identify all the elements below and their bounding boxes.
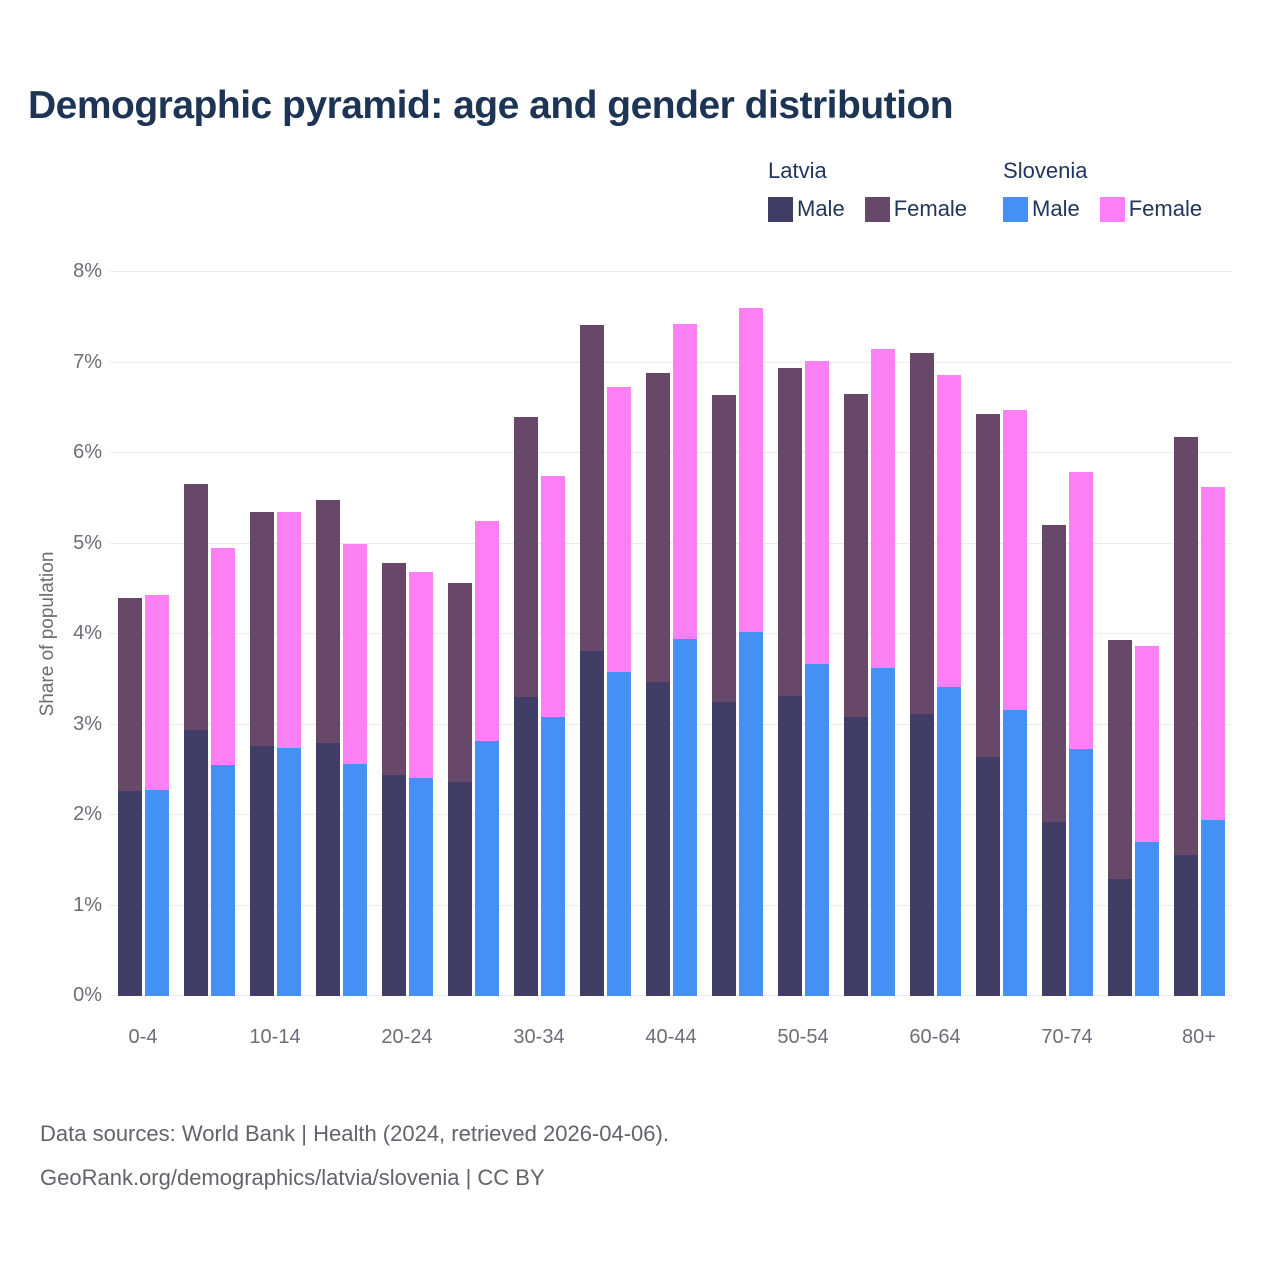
footer-line-1: Data sources: World Bank | Health (2024, retrieved 2026-04-06). — [40, 1121, 669, 1146]
bar-segment-latvia-female-30-34 — [514, 417, 538, 698]
bar-segment-latvia-male-25-29 — [448, 782, 472, 996]
x-tick-label-80+: 80+ — [1182, 1026, 1216, 1048]
bar-segment-latvia-male-40-44 — [646, 682, 670, 996]
bar-segment-latvia-male-60-64 — [910, 714, 934, 996]
bar-segment-slovenia-male-60-64 — [937, 687, 961, 997]
bar-latvia-5-9 — [184, 484, 208, 996]
legend-items-latvia — [768, 196, 967, 222]
bar-slovenia-15-19 — [343, 544, 367, 996]
bar-slovenia-60-64 — [937, 375, 961, 996]
x-tick-label-5-9 — [176, 1026, 242, 1049]
bar-segment-slovenia-male-35-39 — [607, 672, 631, 996]
bar-segment-slovenia-female-15-19 — [343, 544, 367, 765]
bar-segment-latvia-female-20-24 — [382, 563, 406, 775]
bar-group-65-69 — [968, 410, 1034, 996]
bar-group-75-79 — [1100, 640, 1166, 996]
bar-latvia-30-34 — [514, 417, 538, 996]
x-tick-label-30-34: 30-34 — [513, 1026, 565, 1048]
bar-latvia-35-39 — [580, 325, 604, 996]
x-tick-label-35-39 — [572, 1026, 638, 1049]
bar-segment-latvia-male-45-49 — [712, 702, 736, 996]
y-tick-label-6: 6% — [73, 441, 102, 463]
bar-latvia-10-14 — [250, 512, 274, 996]
legend-item-latvia-female — [865, 196, 967, 222]
bar-segment-latvia-female-55-59 — [844, 394, 868, 717]
bar-segment-latvia-male-5-9 — [184, 730, 208, 996]
bar-group-45-49 — [704, 308, 770, 996]
legend-heading-slovenia: Slovenia — [1003, 158, 1088, 183]
legend-swatch-slovenia-male-icon — [1003, 197, 1028, 222]
bar-segment-slovenia-female-10-14 — [277, 512, 301, 748]
bar-latvia-25-29 — [448, 583, 472, 996]
bar-segment-latvia-female-75-79 — [1108, 640, 1132, 879]
bar-group-10-14 — [242, 512, 308, 996]
bar-latvia-55-59 — [844, 394, 868, 996]
bar-segment-latvia-female-80+ — [1174, 437, 1198, 855]
bar-group-5-9 — [176, 484, 242, 996]
bar-latvia-0-4 — [118, 598, 142, 996]
legend-label-latvia-female: Female — [893, 196, 968, 221]
bar-group-15-19 — [308, 500, 374, 996]
bar-latvia-75-79 — [1108, 640, 1132, 996]
bar-segment-slovenia-female-60-64 — [937, 375, 961, 686]
bar-segment-slovenia-male-10-14 — [277, 748, 301, 996]
y-tick-label-0: 0% — [73, 984, 102, 1006]
bar-segment-slovenia-female-0-4 — [145, 595, 169, 790]
bar-slovenia-35-39 — [607, 387, 631, 996]
bar-segment-latvia-male-75-79 — [1108, 879, 1132, 996]
bar-latvia-70-74 — [1042, 525, 1066, 996]
bar-segment-slovenia-male-80+ — [1201, 820, 1225, 996]
bar-segment-latvia-male-15-19 — [316, 743, 340, 996]
bar-segment-latvia-female-15-19 — [316, 500, 340, 743]
legend-item-slovenia-male — [1003, 196, 1080, 222]
bar-group-30-34 — [506, 417, 572, 996]
bar-slovenia-80+ — [1201, 487, 1225, 996]
x-tick-label-20-24: 20-24 — [381, 1026, 433, 1048]
bar-segment-latvia-male-70-74 — [1042, 822, 1066, 996]
bar-group-80+ — [1166, 437, 1232, 996]
bar-slovenia-40-44 — [673, 324, 697, 996]
bar-slovenia-10-14 — [277, 512, 301, 996]
x-tick-label-0-4: 0-4 — [128, 1026, 158, 1048]
x-tick-label-50-54: 50-54 — [777, 1026, 829, 1048]
x-tick-label-60-64: 60-64 — [909, 1026, 961, 1048]
y-tick-label-5: 5% — [73, 531, 102, 554]
y-tick-label-1: 1% — [73, 893, 102, 916]
y-tick-label-4: 4% — [73, 622, 102, 644]
bar-segment-latvia-female-40-44 — [646, 373, 670, 682]
y-tick-label-2: 2% — [73, 803, 102, 825]
bar-segment-latvia-male-35-39 — [580, 651, 604, 996]
x-tick-label-75-79 — [1100, 1026, 1166, 1049]
chart-title: Demographic pyramid: age and gender distribution — [28, 84, 954, 127]
y-tick-label-3: 3% — [73, 712, 102, 735]
x-tick-label-70-74: 70-74 — [1041, 1026, 1093, 1048]
bar-group-20-24 — [374, 563, 440, 996]
bar-segment-slovenia-female-50-54 — [805, 361, 829, 664]
legend-heading-latvia: Latvia — [768, 158, 827, 183]
bar-segment-latvia-female-65-69 — [976, 414, 1000, 757]
bar-segment-latvia-female-35-39 — [580, 325, 604, 651]
bar-segment-slovenia-male-65-69 — [1003, 710, 1027, 996]
bar-segment-latvia-female-10-14 — [250, 512, 274, 746]
bar-latvia-50-54 — [778, 368, 802, 996]
bar-latvia-60-64 — [910, 353, 934, 996]
bar-group-60-64 — [902, 353, 968, 996]
bar-segment-latvia-female-5-9 — [184, 484, 208, 730]
bar-group-25-29 — [440, 521, 506, 996]
bar-segment-slovenia-male-75-79 — [1135, 842, 1159, 996]
bar-group-70-74 — [1034, 472, 1100, 996]
x-tick-label-45-49 — [704, 1026, 770, 1049]
bars — [110, 272, 1232, 996]
bar-segment-slovenia-female-40-44 — [673, 324, 697, 640]
bar-segment-latvia-female-60-64 — [910, 353, 934, 713]
bar-segment-slovenia-male-5-9 — [211, 765, 235, 996]
x-tick-label-55-59 — [836, 1026, 902, 1049]
bar-slovenia-70-74 — [1069, 472, 1093, 996]
bar-segment-slovenia-male-70-74 — [1069, 749, 1093, 996]
bar-segment-latvia-male-65-69 — [976, 757, 1000, 996]
bar-segment-latvia-female-25-29 — [448, 583, 472, 782]
bar-segment-latvia-male-30-34 — [514, 697, 538, 996]
bar-segment-latvia-male-0-4 — [118, 791, 142, 996]
x-tick-label-15-19 — [308, 1026, 374, 1049]
legend-swatch-slovenia-female-icon — [1100, 197, 1125, 222]
bar-segment-slovenia-female-55-59 — [871, 349, 895, 668]
bar-segment-latvia-female-70-74 — [1042, 525, 1066, 822]
bar-segment-slovenia-male-40-44 — [673, 639, 697, 996]
bar-segment-latvia-male-50-54 — [778, 696, 802, 996]
x-tick-label-25-29 — [440, 1026, 506, 1049]
bar-segment-latvia-male-55-59 — [844, 717, 868, 996]
plot-area — [110, 272, 1232, 996]
legend-group-slovenia — [1003, 158, 1202, 222]
x-tick-label-40-44: 40-44 — [645, 1026, 697, 1048]
bar-slovenia-0-4 — [145, 595, 169, 996]
bar-segment-slovenia-female-30-34 — [541, 476, 565, 718]
bar-latvia-65-69 — [976, 414, 1000, 996]
bar-group-55-59 — [836, 349, 902, 996]
x-tick-label-65-69 — [968, 1026, 1034, 1049]
bar-segment-slovenia-female-45-49 — [739, 308, 763, 632]
bar-slovenia-30-34 — [541, 476, 565, 996]
bar-latvia-15-19 — [316, 500, 340, 996]
legend-item-slovenia-female — [1100, 196, 1202, 222]
bar-segment-slovenia-male-15-19 — [343, 764, 367, 996]
bar-segment-slovenia-male-0-4 — [145, 790, 169, 996]
bar-segment-latvia-female-45-49 — [712, 395, 736, 702]
legend-label-slovenia-female: Female — [1128, 196, 1203, 221]
legend-swatch-latvia-male-icon — [768, 197, 793, 222]
legend-items-slovenia — [1003, 196, 1202, 222]
bar-segment-slovenia-male-25-29 — [475, 741, 499, 996]
x-tick-label-10-14: 10-14 — [249, 1026, 301, 1048]
bar-segment-latvia-female-0-4 — [118, 598, 142, 792]
bar-slovenia-65-69 — [1003, 410, 1027, 996]
bar-slovenia-55-59 — [871, 349, 895, 996]
bar-latvia-20-24 — [382, 563, 406, 996]
bar-latvia-40-44 — [646, 373, 670, 996]
bar-slovenia-50-54 — [805, 361, 829, 996]
legend-group-latvia — [768, 158, 967, 222]
bar-segment-slovenia-male-45-49 — [739, 632, 763, 996]
bar-segment-latvia-female-50-54 — [778, 368, 802, 697]
bar-group-40-44 — [638, 324, 704, 996]
bar-segment-slovenia-female-35-39 — [607, 387, 631, 672]
bar-segment-latvia-male-80+ — [1174, 855, 1198, 996]
bar-segment-latvia-male-10-14 — [250, 746, 274, 996]
bar-slovenia-5-9 — [211, 548, 235, 996]
bar-segment-slovenia-female-75-79 — [1135, 646, 1159, 842]
bar-segment-slovenia-female-70-74 — [1069, 472, 1093, 749]
bar-segment-slovenia-female-80+ — [1201, 487, 1225, 819]
legend-item-latvia-male — [768, 196, 845, 222]
bar-segment-slovenia-male-55-59 — [871, 668, 895, 997]
bar-group-0-4 — [110, 595, 176, 996]
bar-slovenia-25-29 — [475, 521, 499, 996]
bar-segment-slovenia-female-65-69 — [1003, 410, 1027, 710]
bar-segment-slovenia-male-20-24 — [409, 778, 433, 996]
bar-segment-slovenia-female-25-29 — [475, 521, 499, 741]
y-tick-label-8: 8% — [73, 260, 102, 282]
footer — [40, 1112, 669, 1200]
legend-label-slovenia-male: Male — [1032, 196, 1080, 221]
bar-slovenia-45-49 — [739, 308, 763, 996]
bar-segment-slovenia-female-5-9 — [211, 548, 235, 765]
legend — [768, 158, 1202, 222]
bar-slovenia-75-79 — [1135, 646, 1159, 996]
x-axis-ticks — [110, 1026, 1232, 1049]
y-tick-label-7: 7% — [73, 350, 102, 373]
y-axis-title: Share of population — [37, 551, 58, 717]
bar-segment-slovenia-female-20-24 — [409, 572, 433, 777]
legend-swatch-latvia-female-icon — [865, 197, 890, 222]
bar-segment-slovenia-male-30-34 — [541, 717, 565, 996]
bar-slovenia-20-24 — [409, 572, 433, 996]
bar-segment-latvia-male-20-24 — [382, 775, 406, 996]
bar-group-35-39 — [572, 325, 638, 996]
bar-segment-slovenia-male-50-54 — [805, 664, 829, 996]
legend-label-latvia-male: Male — [797, 196, 845, 221]
bar-group-50-54 — [770, 361, 836, 996]
bar-latvia-80+ — [1174, 437, 1198, 996]
bar-latvia-45-49 — [712, 395, 736, 996]
footer-line-2: GeoRank.org/demographics/latvia/slovenia | CC BY — [40, 1165, 545, 1190]
